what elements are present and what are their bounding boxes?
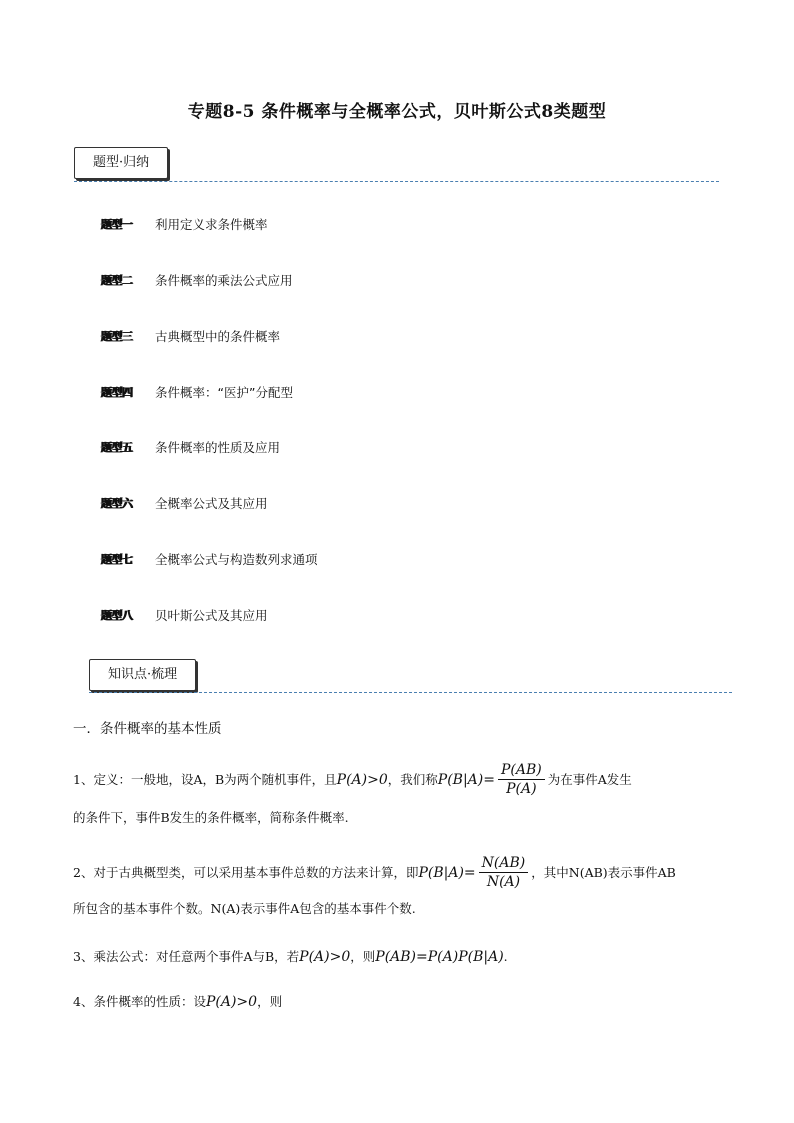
classical-prob-fraction <box>479 855 529 890</box>
condition-formula: P(A)>0 <box>205 994 258 1010</box>
knowledge-heading: 一．条件概率的基本性质 <box>73 721 222 737</box>
type-item[interactable] <box>101 383 293 401</box>
type-text: 利用定义求条件概率 <box>155 217 268 232</box>
type-item[interactable] <box>101 606 268 624</box>
properties-text-a: 4、条件概率的性质：设 <box>73 994 206 1009</box>
type-tag: 题型五 <box>101 441 133 454</box>
type-item[interactable] <box>101 438 280 456</box>
properties-paragraph <box>73 993 733 1011</box>
conditional-prob-lhs: P(B|A)= <box>437 771 495 788</box>
type-tag: 题型三 <box>101 330 133 343</box>
multiplication-text-b: ，则 <box>350 949 376 964</box>
multiplication-text-a: 3、乘法公式：对任意两个事件A与B，若 <box>73 949 300 964</box>
type-tag: 题型七 <box>101 553 133 566</box>
classical-text-c: 所包含的基本事件个数。N(A)表示事件A包含的基本事件个数. <box>73 901 416 916</box>
page-title: 专题8-5 条件概率与全概率公式，贝叶斯公式8类题型 <box>187 102 607 122</box>
type-tag: 题型二 <box>101 274 133 287</box>
type-tag: 题型四 <box>101 386 133 399</box>
conditional-prob-fraction <box>498 762 545 797</box>
section-label-knowledge <box>89 659 196 691</box>
definition-text-b: ，我们称 <box>387 771 438 787</box>
type-text: 条件概率的乘法公式应用 <box>155 273 293 288</box>
type-text: 条件概率的性质及应用 <box>155 440 281 455</box>
classical-prob-lhs: P(B|A)= <box>418 864 476 881</box>
properties-text-b: ，则 <box>257 994 283 1009</box>
type-item[interactable] <box>101 550 318 568</box>
condition-formula: P(A)>0 <box>299 949 351 965</box>
type-text: 古典概型中的条件概率 <box>155 329 281 344</box>
fraction-denominator: N(A) <box>486 874 521 890</box>
type-item[interactable] <box>101 215 268 233</box>
multiplication-formula: P(AB)=P(A)P(B|A) <box>375 949 504 965</box>
condition-formula: P(A)>0 <box>336 771 388 788</box>
fraction-numerator: P(AB) <box>498 762 545 780</box>
classical-text-b: ，其中N(AB)表示事件AB <box>531 864 676 880</box>
divider-types <box>74 181 719 182</box>
section-label-types <box>74 147 168 179</box>
classical-text-a: 2、对于古典概型类，可以采用基本事件总数的方法来计算，即 <box>73 864 419 880</box>
type-text: 条件概率：“医护”分配型 <box>155 385 293 400</box>
fraction-denominator: P(A) <box>506 781 537 797</box>
type-tag: 题型八 <box>101 609 133 622</box>
definition-text-c: 为在事件A发生 <box>547 771 632 787</box>
type-tag: 题型一 <box>101 218 133 231</box>
type-tag: 题型六 <box>101 497 133 510</box>
type-text: 贝叶斯公式及其应用 <box>155 608 268 623</box>
section-label-knowledge-text: 知识点·梳理 <box>108 667 178 682</box>
section-label-types-text: 题型·归纳 <box>93 155 150 170</box>
multiplication-text-c: . <box>503 949 508 964</box>
type-item[interactable] <box>101 494 268 512</box>
classical-paragraph <box>73 855 733 918</box>
definition-paragraph <box>73 762 733 827</box>
type-text: 全概率公式及其应用 <box>155 496 268 511</box>
definition-text-a: 1、定义：一般地，设A，B为两个随机事件，且 <box>73 771 337 787</box>
multiplication-paragraph <box>73 948 733 966</box>
fraction-numerator: N(AB) <box>479 855 529 873</box>
divider-knowledge <box>89 692 732 693</box>
definition-text-d: 的条件下，事件B发生的条件概率，简称条件概率. <box>73 810 349 825</box>
type-text: 全概率公式与构造数列求通项 <box>155 552 318 567</box>
type-item[interactable] <box>101 327 280 345</box>
type-item[interactable] <box>101 271 293 289</box>
